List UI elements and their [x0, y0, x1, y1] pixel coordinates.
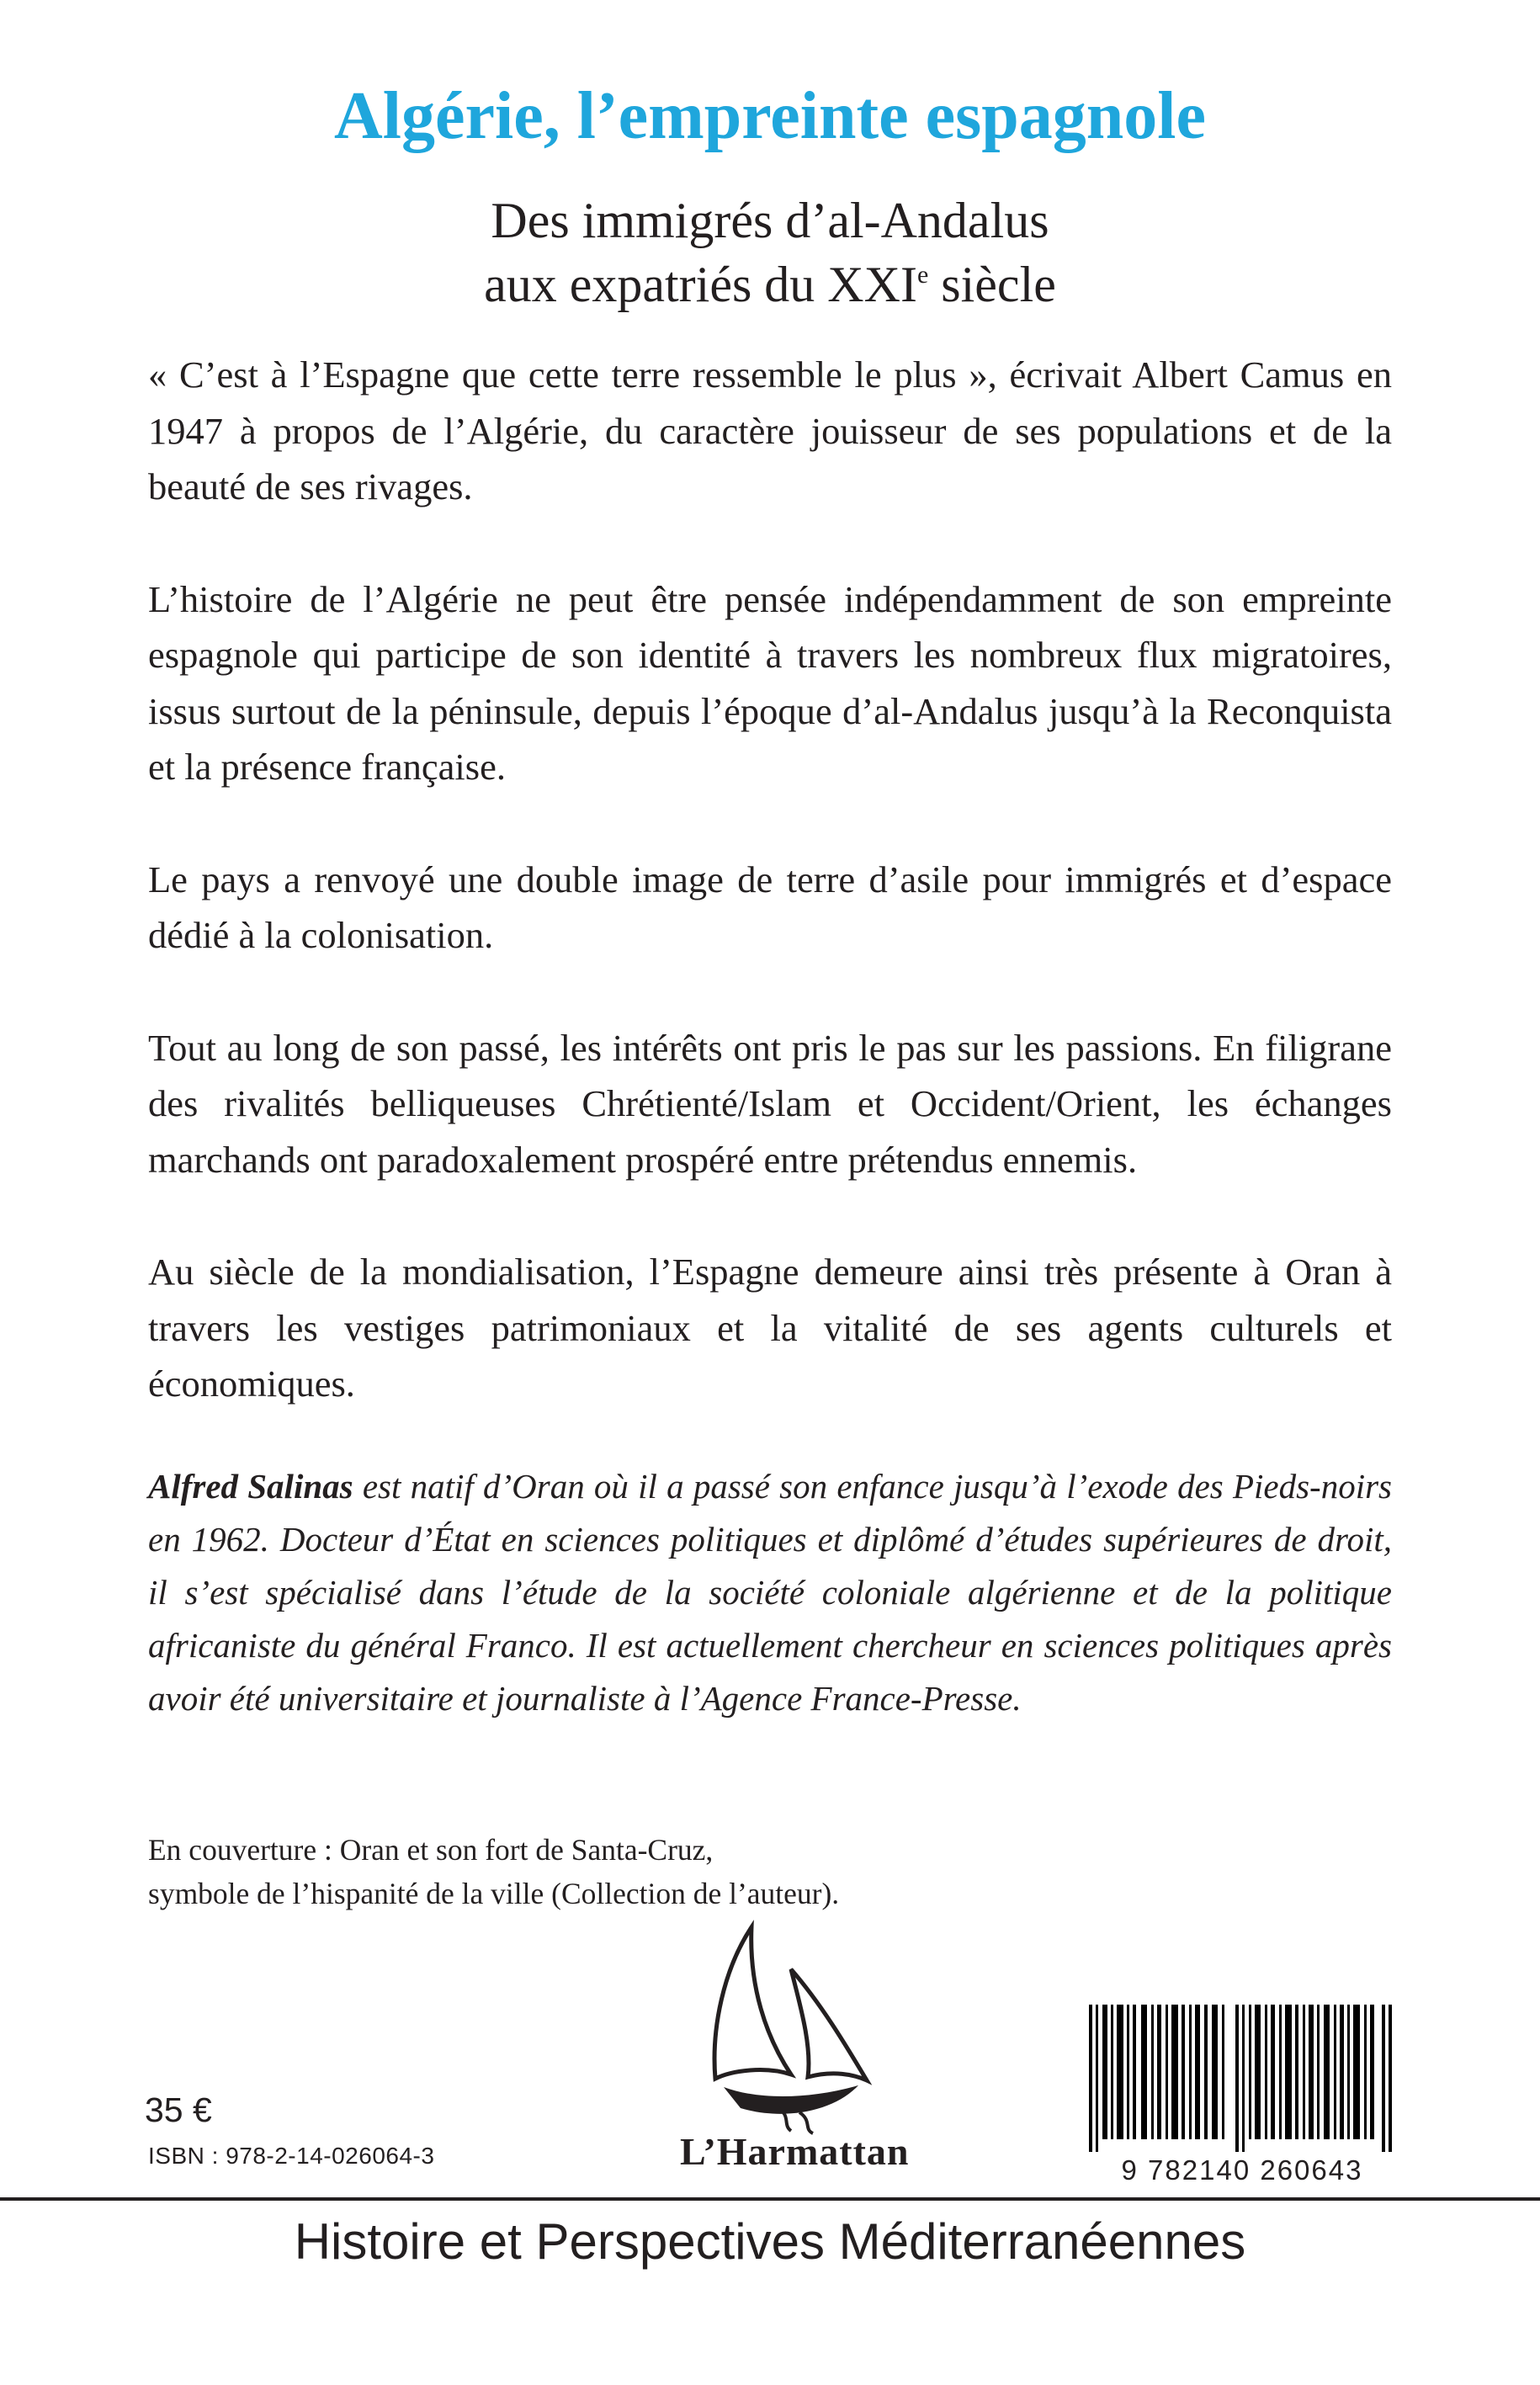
- cover-credit: [148, 1828, 839, 1915]
- blurb-paragraph-1: « C’est à l’Espagne que cette terre ressemble le plus », écrivait Albert Camus en 1947 à propos de l’Algérie, du caractère jouisseur de ses populations et de la beauté de ses rivages.: [148, 353, 1392, 507]
- author-bio: [148, 1460, 1392, 1725]
- author-name: Alfred Salinas: [148, 1467, 353, 1506]
- subtitle-century-superscript: e: [916, 261, 929, 289]
- author-bio-text: est natif d’Oran où il a passé son enfance jusqu’à l’exode des Pieds-noirs en 1962. Docteur d’État en sciences politiques et diplômé d’études supérieures de droit, il s’est spécialisé dans l’étude de la société coloniale algérienne et de la politique africaniste du général Franco. Il est actuellement chercheur en sciences politiques après avoir été universitaire et journaliste à l’Agence France-Presse.: [148, 1467, 1392, 1718]
- cover-credit-line-2: symbole de l’hispanité de la ville (Collection de l’auteur).: [148, 1877, 840, 1910]
- cover-credit-line-1: En couverture : Oran et son fort de Santa-Cruz,: [148, 1833, 714, 1867]
- subtitle-line-2-end: siècle: [928, 257, 1056, 312]
- publisher-name: L’Harmattan: [680, 2130, 910, 2173]
- barcode: [1086, 2005, 1397, 2152]
- subtitle-line-2-main: aux expatriés du XXI: [484, 257, 917, 312]
- subtitle-line-2: [0, 259, 1540, 310]
- blurb-paragraph-5: Au siècle de la mondialisation, l’Espagne demeure ainsi très présente à Oran à travers les vestiges patrimoniaux et la vitalité de ses agents culturels et économiques.: [148, 1251, 1392, 1405]
- price: 35 €: [145, 2090, 212, 2129]
- barcode-number: 9 782140 260643: [1121, 2154, 1363, 2186]
- blurb: [148, 347, 1392, 1412]
- book-title: Algérie, l’empreinte espagnole: [333, 79, 1207, 153]
- divider: [0, 2197, 1540, 2201]
- blurb-paragraph-4: Tout au long de son passé, les intérêts ont pris le pas sur les passions. En filigrane des rivalités belliqueuses Chrétienté/Islam et Occident/Orient, les échanges marchands ont paradoxalement prospéré entre prétendus ennemis.: [148, 1026, 1392, 1181]
- blurb-paragraph-3: Le pays a renvoyé une double image de terre d’asile pour immigrés et d’espace dédié à la colonisation.: [148, 858, 1392, 956]
- isbn: ISBN : 978-2-14-026064-3: [148, 2143, 435, 2169]
- blurb-paragraph-2: L’histoire de l’Algérie ne peut être pensée indépendamment de son empreinte espagnole qui participe de son identité à travers les nombreux flux migratoires, issus surtout de la péninsule, depuis l’époque d’al-Andalus jusqu’à la Reconquista et la présence française.: [148, 577, 1392, 788]
- subtitle-line-1: Des immigrés d’al-Andalus: [491, 193, 1049, 248]
- series-name: Histoire et Perspectives Méditerranéennes: [294, 2213, 1246, 2270]
